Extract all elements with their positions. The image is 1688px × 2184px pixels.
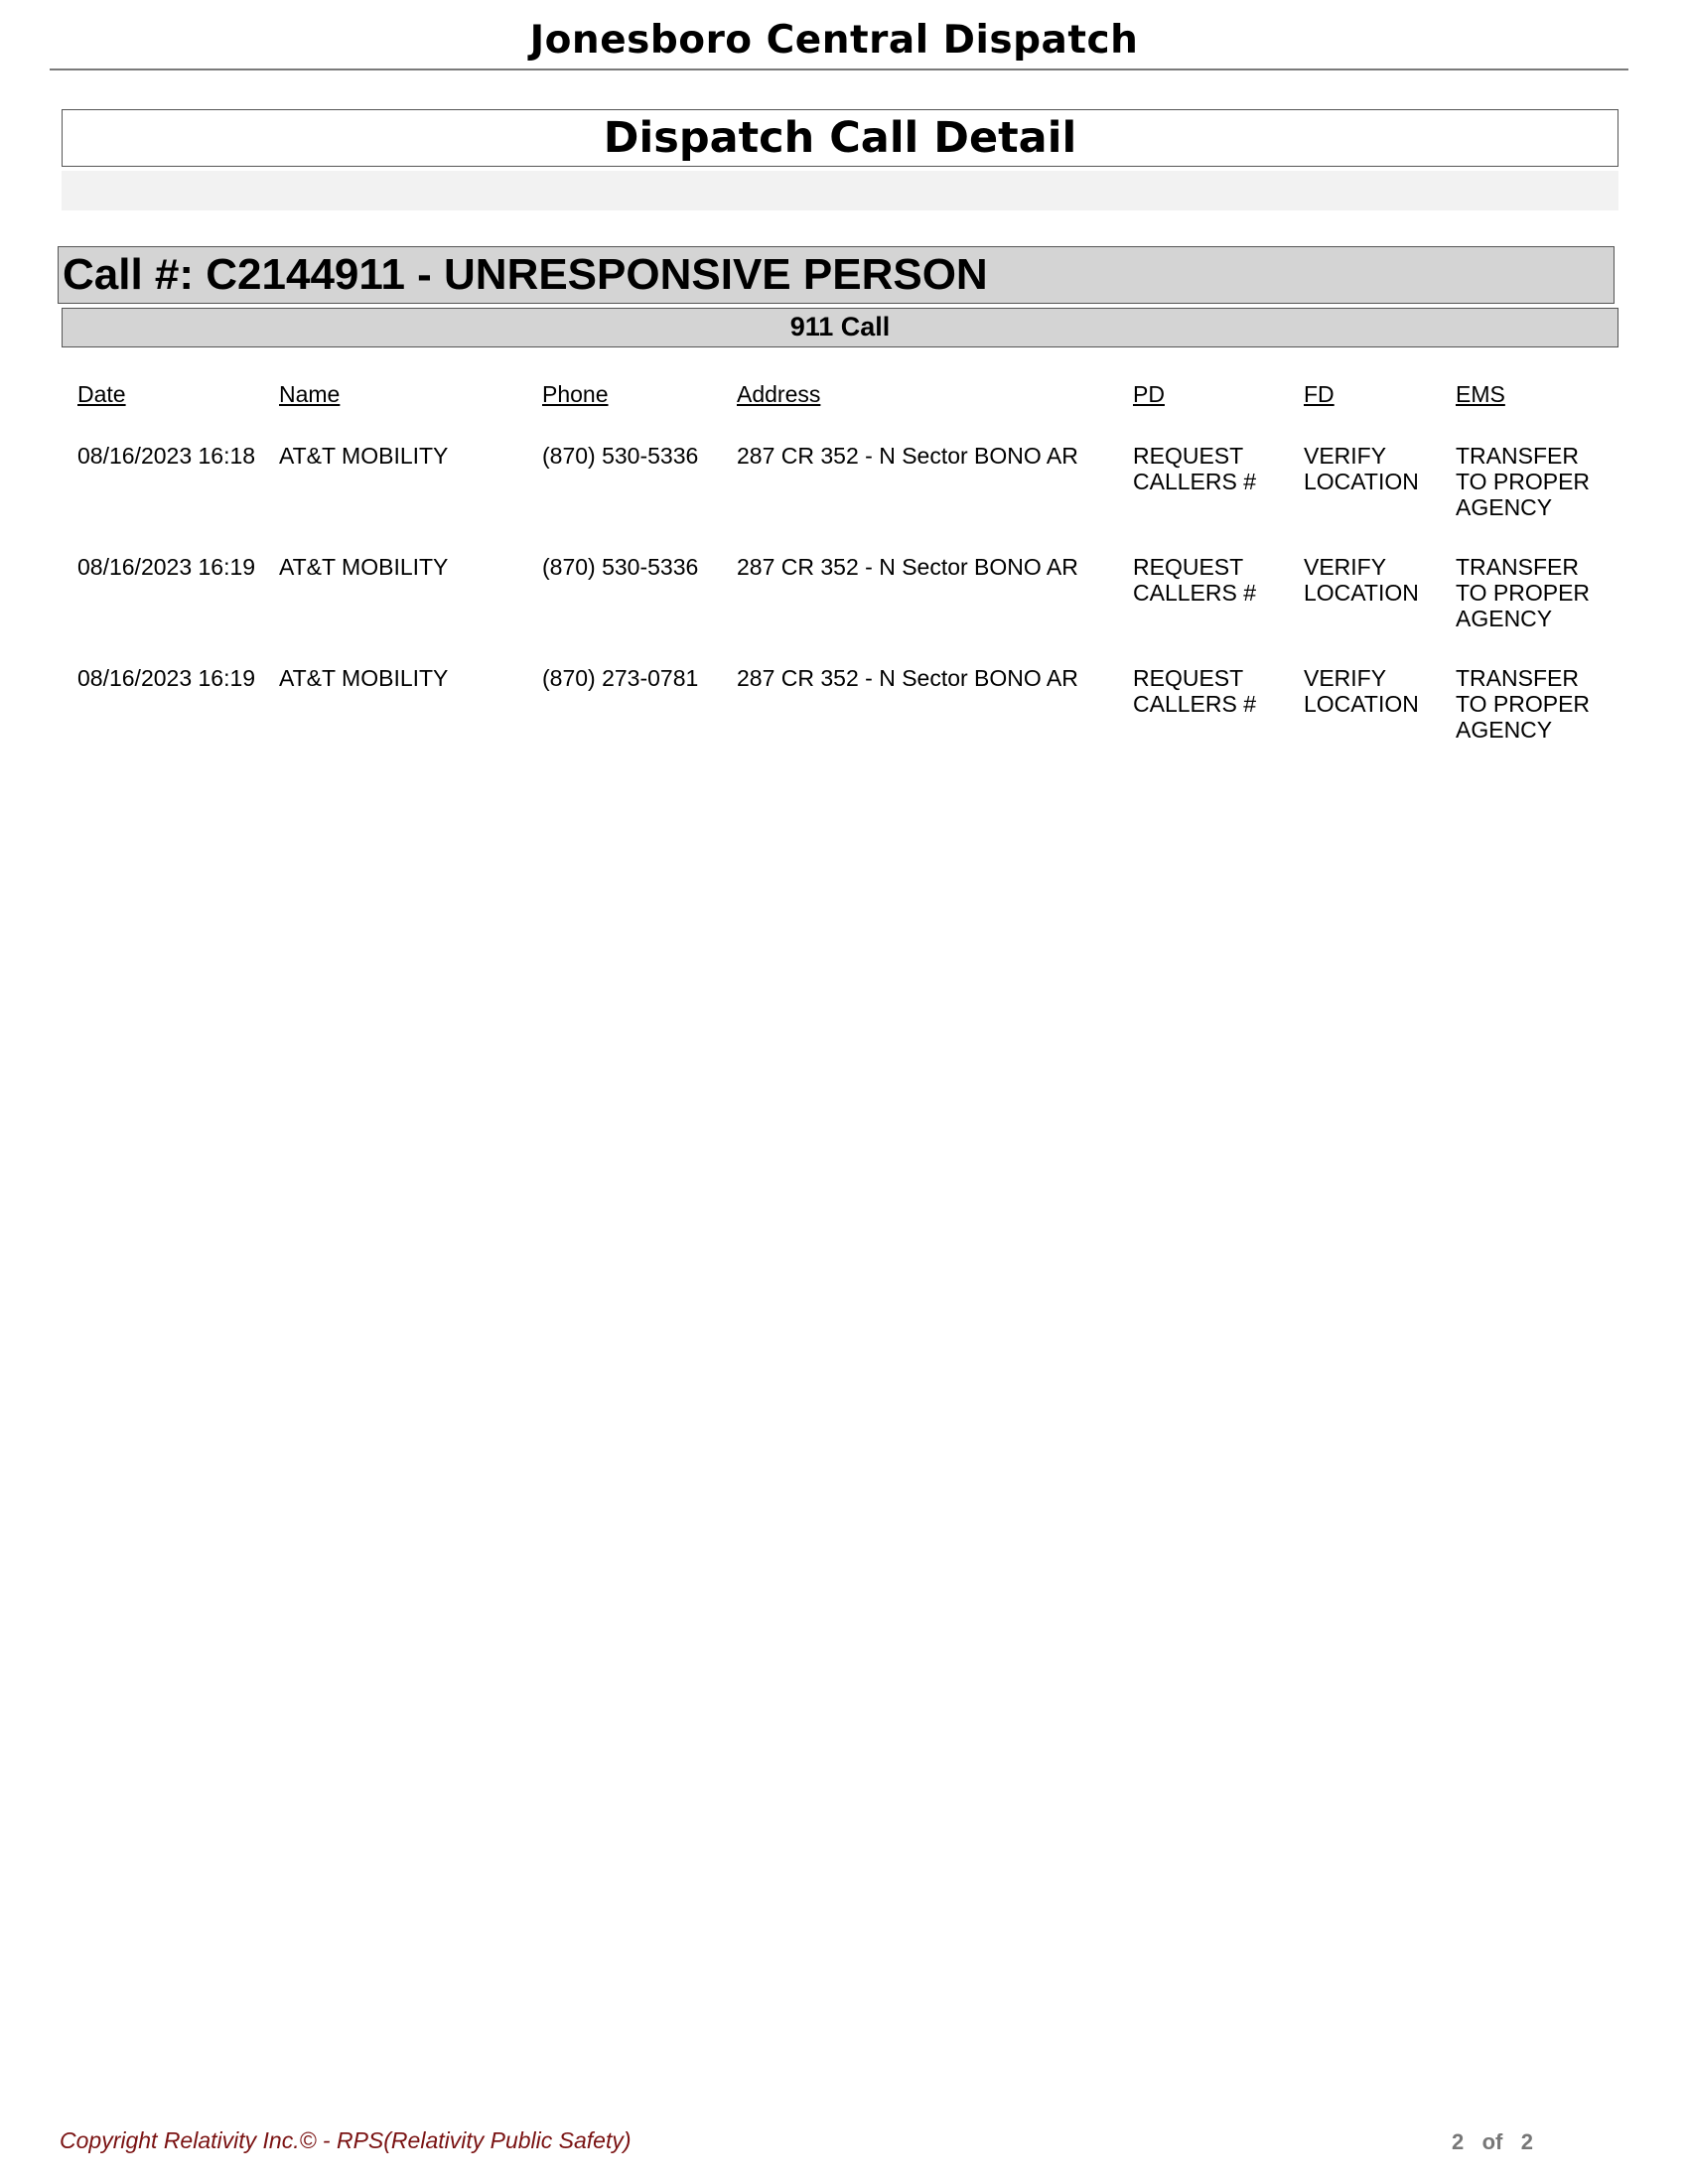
- cell-fd: [1304, 665, 1419, 717]
- cell-ems-line: TRANSFER: [1456, 443, 1579, 469]
- cell-pd: [1133, 443, 1256, 494]
- page-total: 2: [1520, 2129, 1533, 2154]
- cell-ems-line: TRANSFER: [1456, 665, 1579, 691]
- cell-pd-line: CALLERS #: [1133, 469, 1257, 494]
- cell-name: AT&T MOBILITY: [279, 665, 449, 691]
- cell-pd-line: CALLERS #: [1133, 580, 1257, 606]
- cell-fd: [1304, 443, 1419, 494]
- cell-date: 08/16/2023 16:19: [77, 554, 256, 580]
- cell-pd-line: CALLERS #: [1133, 691, 1257, 717]
- calls-table: [77, 381, 1617, 776]
- table-row: [77, 554, 1617, 665]
- page-of-label: of: [1481, 2129, 1503, 2154]
- cell-ems-line: TO PROPER: [1456, 691, 1591, 717]
- table-row: [77, 665, 1617, 776]
- call-heading: Call #: C2144911 - UNRESPONSIVE PERSON: [58, 246, 1615, 304]
- table-row: [77, 443, 1617, 554]
- column-header-phone: Phone: [542, 381, 609, 407]
- cell-fd-line: VERIFY: [1304, 554, 1387, 580]
- column-header-date: Date: [77, 381, 126, 407]
- cell-pd: [1133, 665, 1256, 717]
- section-title: 911 Call: [62, 308, 1618, 347]
- cell-address: 287 CR 352 - N Sector BONO AR: [737, 665, 1078, 691]
- cell-pd: [1133, 554, 1256, 606]
- cell-name: AT&T MOBILITY: [279, 443, 449, 469]
- cell-ems-line: AGENCY: [1456, 606, 1553, 631]
- cell-phone: (870) 273-0781: [542, 665, 699, 691]
- report-title: Dispatch Call Detail: [62, 109, 1618, 167]
- column-header-name: Name: [279, 381, 341, 407]
- page-current: 2: [1452, 2129, 1465, 2154]
- column-header-pd: PD: [1133, 381, 1165, 407]
- cell-pd-line: REQUEST: [1133, 554, 1244, 580]
- cell-ems-line: TO PROPER: [1456, 580, 1591, 606]
- header-divider: [50, 68, 1628, 70]
- column-header-address: Address: [737, 381, 821, 407]
- cell-fd-line: VERIFY: [1304, 665, 1387, 691]
- cell-fd-line: LOCATION: [1304, 469, 1419, 494]
- organization-title: Jonesboro Central Dispatch: [529, 18, 1139, 63]
- cell-ems: [1456, 665, 1590, 743]
- copyright-notice: Copyright Relativity Inc.© - RPS(Relativity Public Safety): [60, 2127, 632, 2153]
- cell-fd-line: LOCATION: [1304, 691, 1419, 717]
- cell-name: AT&T MOBILITY: [279, 554, 449, 580]
- cell-phone: (870) 530-5336: [542, 443, 699, 469]
- cell-date: 08/16/2023 16:18: [77, 443, 256, 469]
- cell-ems: [1456, 554, 1590, 631]
- cell-ems-line: TO PROPER: [1456, 469, 1591, 494]
- column-header-ems: EMS: [1456, 381, 1505, 407]
- cell-pd-line: REQUEST: [1133, 443, 1244, 469]
- cell-ems-line: AGENCY: [1456, 494, 1553, 520]
- table-header-row: [77, 381, 1617, 443]
- cell-fd: [1304, 554, 1419, 606]
- cell-fd-line: LOCATION: [1304, 580, 1419, 606]
- header-band: [62, 171, 1618, 210]
- cell-ems-line: TRANSFER: [1456, 554, 1579, 580]
- cell-fd-line: VERIFY: [1304, 443, 1387, 469]
- column-header-fd: FD: [1304, 381, 1335, 407]
- cell-date: 08/16/2023 16:19: [77, 665, 256, 691]
- cell-address: 287 CR 352 - N Sector BONO AR: [737, 443, 1078, 469]
- cell-phone: (870) 530-5336: [542, 554, 699, 580]
- cell-address: 287 CR 352 - N Sector BONO AR: [737, 554, 1078, 580]
- page-indicator: [1452, 2129, 1533, 2155]
- cell-pd-line: REQUEST: [1133, 665, 1244, 691]
- cell-ems-line: AGENCY: [1456, 717, 1553, 743]
- cell-ems: [1456, 443, 1590, 520]
